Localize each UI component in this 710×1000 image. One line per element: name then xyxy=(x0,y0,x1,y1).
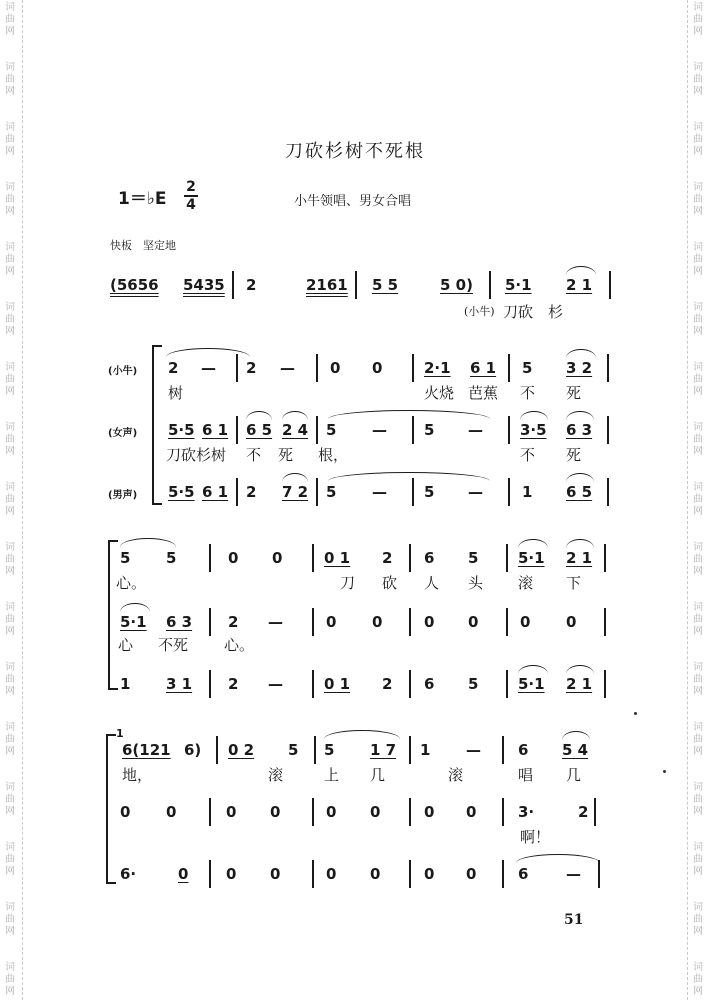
meter-top: 2 xyxy=(186,179,196,195)
barline xyxy=(502,798,504,826)
slur xyxy=(566,539,594,548)
watermark-text: 词 曲 网 xyxy=(693,842,703,877)
note: 0 xyxy=(372,613,383,631)
note: 0 xyxy=(120,803,131,821)
barline xyxy=(209,608,211,636)
print-speck xyxy=(663,770,666,773)
note: 5 xyxy=(424,421,435,439)
note: 2 xyxy=(246,359,257,377)
watermark-text: 词 曲 网 xyxy=(5,722,15,757)
note: 0 1 xyxy=(324,675,351,693)
watermark-text: 词 曲 网 xyxy=(693,482,703,517)
part-label-female: (女声) xyxy=(108,428,138,439)
note: 6 1 xyxy=(202,421,229,439)
watermark-text: 词 曲 网 xyxy=(693,362,703,397)
lyric: 唱 xyxy=(518,766,534,784)
watermark-text: 词 曲 网 xyxy=(693,122,703,157)
slur xyxy=(566,349,596,358)
slur xyxy=(518,539,548,548)
watermark-text: 词 曲 网 xyxy=(5,962,15,997)
lyric: 心 xyxy=(118,636,134,654)
barline xyxy=(409,798,411,826)
slur xyxy=(324,730,400,739)
watermark-text: 词 曲 网 xyxy=(693,962,703,997)
system3-female-lyrics xyxy=(0,636,710,656)
note: 5 4 xyxy=(562,741,589,759)
note: 6(121 xyxy=(122,741,171,759)
lyric: 刀砍杉树 xyxy=(166,446,227,464)
lyric: 头 xyxy=(468,574,484,592)
note: 0 xyxy=(370,803,381,821)
system4-lead-notes xyxy=(0,740,710,762)
note: 7 2 xyxy=(282,483,309,501)
watermark-text: 词 曲 网 xyxy=(5,662,15,697)
barline xyxy=(412,478,414,506)
watermark-text: 词 曲 网 xyxy=(693,62,703,97)
note: 5 xyxy=(326,483,337,501)
note-group: 2 1 xyxy=(566,276,593,294)
note: 2 xyxy=(168,359,179,377)
system2-female-notes xyxy=(0,420,710,442)
barline xyxy=(412,416,414,444)
note: 1 xyxy=(522,483,533,501)
note: 0 xyxy=(178,865,189,883)
performers: 小牛领唱、男女合唱 xyxy=(294,194,412,209)
print-speck xyxy=(634,712,637,715)
note: — xyxy=(372,483,387,501)
note: 0 xyxy=(468,613,479,631)
system4-lead-lyrics xyxy=(0,766,710,786)
watermark-text: 词 曲 网 xyxy=(5,542,15,577)
lyric: 下 xyxy=(566,574,582,592)
note: — xyxy=(468,421,483,439)
barline xyxy=(409,736,411,764)
note: 5 xyxy=(166,549,177,567)
slur xyxy=(328,410,490,419)
note: 1 xyxy=(120,675,131,693)
slur xyxy=(516,854,600,863)
slur xyxy=(328,472,490,481)
note: 0 xyxy=(466,865,477,883)
barline xyxy=(355,271,357,299)
barline xyxy=(508,354,510,382)
note: 5·1 xyxy=(120,613,147,631)
note: 0 xyxy=(226,865,237,883)
slur xyxy=(282,473,308,482)
note: 5·5 xyxy=(168,483,195,501)
barline xyxy=(598,860,600,888)
note: 6 1 xyxy=(202,483,229,501)
note: — xyxy=(466,741,481,759)
note-group: 2161 xyxy=(306,276,348,294)
note: 5 xyxy=(468,549,479,567)
barline xyxy=(409,608,411,636)
note: 1 xyxy=(420,741,431,759)
note: 0 xyxy=(166,803,177,821)
lyric: 砍 xyxy=(382,574,398,592)
page-number: 51 xyxy=(564,912,584,928)
note: 0 xyxy=(372,359,383,377)
barline xyxy=(594,798,596,826)
note: — xyxy=(268,613,283,631)
watermark-text: 词 曲 网 xyxy=(5,2,15,37)
system2-lead-lyrics xyxy=(0,384,710,404)
barline xyxy=(316,354,318,382)
barline xyxy=(312,608,314,636)
watermark-text: 词 曲 网 xyxy=(5,182,15,217)
watermark-text: 词 曲 网 xyxy=(5,362,15,397)
note: 2 4 xyxy=(282,421,309,439)
note: 0 2 xyxy=(228,741,255,759)
note: — xyxy=(201,359,216,377)
note: 5 xyxy=(522,359,533,377)
lyric: 根， xyxy=(318,446,349,464)
barline xyxy=(607,354,609,382)
barline xyxy=(489,271,491,299)
time-signature xyxy=(184,180,198,212)
watermark-text: 词 曲 网 xyxy=(5,902,15,937)
note: 0 xyxy=(370,865,381,883)
barline xyxy=(409,544,411,572)
note: — xyxy=(372,421,387,439)
system3-lead-notes xyxy=(0,548,710,570)
lyric: 不 xyxy=(246,446,262,464)
lyric: 不 xyxy=(520,384,536,402)
note: 6 5 xyxy=(246,421,273,439)
watermark-text: 词 曲 网 xyxy=(5,122,15,157)
watermark-text: 词 曲 网 xyxy=(693,662,703,697)
note: 0 xyxy=(228,549,239,567)
note: 2 xyxy=(382,549,393,567)
song-title: 刀砍杉树不死根 xyxy=(285,141,425,162)
lyric-line: 刀砍 杉 xyxy=(503,303,564,321)
watermark-text: 词 曲 网 xyxy=(693,422,703,457)
note: 2 xyxy=(578,803,589,821)
note: 3 2 xyxy=(566,359,593,377)
lyric: 滚 xyxy=(268,766,284,784)
note: 0 xyxy=(226,803,237,821)
system4-female-notes xyxy=(0,802,710,824)
note: 0 xyxy=(424,865,435,883)
note: 6 xyxy=(424,549,435,567)
lyric: 死 xyxy=(566,384,582,402)
note: 5 xyxy=(324,741,335,759)
note: 5 xyxy=(468,675,479,693)
barline xyxy=(314,736,316,764)
note: 0 xyxy=(326,803,337,821)
note: 0 xyxy=(326,613,337,631)
lyric: 芭蕉 xyxy=(468,384,499,402)
lyric: 几 xyxy=(566,766,582,784)
barline xyxy=(506,670,508,698)
tempo-marking: 快板 坚定地 xyxy=(110,239,176,252)
watermark-text: 词 曲 网 xyxy=(693,302,703,337)
note: 6 xyxy=(518,865,529,883)
barline xyxy=(506,544,508,572)
watermark-text: 词 曲 网 xyxy=(693,542,703,577)
note: 2 xyxy=(228,613,239,631)
note: 5 xyxy=(120,549,131,567)
watermark-text: 词 曲 网 xyxy=(5,242,15,277)
note-group: 5435 xyxy=(183,276,225,294)
barline xyxy=(508,478,510,506)
slur xyxy=(518,665,548,674)
watermark-text: 词 曲 网 xyxy=(5,302,15,337)
barline xyxy=(607,416,609,444)
note: 2 xyxy=(228,675,239,693)
note: 2 xyxy=(382,675,393,693)
barline xyxy=(209,798,211,826)
watermark-text: 词 曲 网 xyxy=(5,482,15,517)
note: 5 xyxy=(326,421,337,439)
note: 3· xyxy=(518,803,535,821)
barline xyxy=(312,798,314,826)
note-group: (5656 xyxy=(110,276,159,294)
note: 2 1 xyxy=(566,549,593,567)
key-signature: 1＝♭E xyxy=(118,189,167,209)
note: 0 xyxy=(270,803,281,821)
slur xyxy=(566,266,596,275)
note: 6 1 xyxy=(470,359,497,377)
note: — xyxy=(268,675,283,693)
grace-note: 1 xyxy=(116,727,124,740)
note-group: 5 0) xyxy=(440,276,473,294)
note: 0 xyxy=(424,613,435,631)
lyric: 火烧 xyxy=(424,384,455,402)
note: 0 xyxy=(272,549,283,567)
watermark-text: 词 曲 网 xyxy=(693,602,703,637)
slur xyxy=(566,411,594,420)
watermark-text: 词 曲 网 xyxy=(693,722,703,757)
note-group: 5 5 xyxy=(372,276,399,294)
barline xyxy=(409,860,411,888)
note: 6) xyxy=(184,741,202,759)
barline xyxy=(209,544,211,572)
note: 2·1 xyxy=(424,359,451,377)
watermark-text: 词 曲 网 xyxy=(5,842,15,877)
lyric: 地， xyxy=(122,766,153,784)
barline xyxy=(312,860,314,888)
system1-lyrics xyxy=(0,303,710,323)
barline xyxy=(604,670,606,698)
barline xyxy=(502,860,504,888)
watermark-text: 词 曲 网 xyxy=(693,2,703,37)
note: — xyxy=(468,483,483,501)
note: 1 7 xyxy=(370,741,397,759)
note: 5·1 xyxy=(518,549,545,567)
note: 6 xyxy=(424,675,435,693)
lyric: 几 xyxy=(370,766,386,784)
watermark-text: 词 曲 网 xyxy=(5,782,15,817)
note: 3·5 xyxy=(520,421,547,439)
note: 0 xyxy=(520,613,531,631)
watermark-text: 词 曲 网 xyxy=(693,902,703,937)
note-group: 5·1 xyxy=(505,276,532,294)
barline xyxy=(312,544,314,572)
note: 3 1 xyxy=(166,675,193,693)
note: 5 xyxy=(288,741,299,759)
slur xyxy=(520,411,548,420)
barline xyxy=(604,544,606,572)
watermark-text: 词 曲 网 xyxy=(5,602,15,637)
note: 0 xyxy=(466,803,477,821)
barline xyxy=(607,478,609,506)
barline xyxy=(409,670,411,698)
note: 5·1 xyxy=(518,675,545,693)
lyric: 人 xyxy=(424,574,440,592)
meter-bottom: 4 xyxy=(186,197,196,213)
lyric: 不死 xyxy=(158,636,189,654)
slur xyxy=(120,603,150,612)
barline xyxy=(508,416,510,444)
watermark-text: 词 曲 网 xyxy=(693,182,703,217)
watermark-text: 词 曲 网 xyxy=(5,62,15,97)
note: 6 5 xyxy=(566,483,593,501)
system3-female-notes xyxy=(0,612,710,634)
note: 2 1 xyxy=(566,675,593,693)
barline xyxy=(609,271,611,299)
system2-female-lyrics xyxy=(0,446,710,466)
note: 6· xyxy=(120,865,137,883)
lyric: 树 xyxy=(168,384,184,402)
barline xyxy=(209,670,211,698)
barline xyxy=(502,736,504,764)
slur xyxy=(562,731,590,740)
note: 0 xyxy=(330,359,341,377)
watermark-text: 词 曲 网 xyxy=(693,242,703,277)
note: — xyxy=(566,865,581,883)
lyric: 心。 xyxy=(224,636,255,654)
barline xyxy=(312,670,314,698)
watermark-text: 词 曲 网 xyxy=(693,782,703,817)
slur xyxy=(566,473,594,482)
system4-male-notes xyxy=(0,864,710,886)
note: 0 1 xyxy=(324,549,351,567)
barline xyxy=(506,608,508,636)
lyric-prefix: (小牛) xyxy=(464,305,495,318)
lyric: 死 xyxy=(278,446,294,464)
note: 6 3 xyxy=(566,421,593,439)
barline xyxy=(209,860,211,888)
lyric: 上 xyxy=(324,766,340,784)
watermark-text: 词 曲 网 xyxy=(5,422,15,457)
barline xyxy=(604,608,606,636)
lyric: 啊！ xyxy=(520,828,551,846)
note: 6 xyxy=(518,741,529,759)
system1-notes xyxy=(0,275,710,297)
system3-male-notes xyxy=(0,674,710,696)
note: 5·5 xyxy=(168,421,195,439)
slur xyxy=(246,411,272,420)
note: 0 xyxy=(326,865,337,883)
note-group: 2 xyxy=(246,276,257,294)
barline xyxy=(316,416,318,444)
note: 0 xyxy=(270,865,281,883)
slur xyxy=(282,411,308,420)
note: 0 xyxy=(424,803,435,821)
system2-male-notes xyxy=(0,482,710,504)
slur xyxy=(120,538,176,547)
barline xyxy=(232,271,234,299)
barline xyxy=(316,478,318,506)
lyric: 滚 xyxy=(448,766,464,784)
lyric: 心。 xyxy=(116,574,147,592)
barline xyxy=(236,354,238,382)
slur xyxy=(566,665,594,674)
barline xyxy=(216,736,218,764)
system4-female-lyrics xyxy=(0,828,710,848)
system2-lead-notes xyxy=(0,358,710,380)
part-label-lead: (小牛) xyxy=(108,366,138,377)
note: 6 3 xyxy=(166,613,193,631)
note: 2 xyxy=(246,483,257,501)
system3-lead-lyrics xyxy=(0,574,710,594)
lyric: 滚 xyxy=(518,574,534,592)
barline xyxy=(236,416,238,444)
note: 5 xyxy=(424,483,435,501)
barline xyxy=(412,354,414,382)
lyric: 不 xyxy=(520,446,536,464)
part-label-male: (男声) xyxy=(108,490,138,501)
lyric: 刀 xyxy=(340,574,356,592)
lyric: 死 xyxy=(566,446,582,464)
note: 0 xyxy=(566,613,577,631)
barline xyxy=(236,478,238,506)
note: — xyxy=(280,359,295,377)
